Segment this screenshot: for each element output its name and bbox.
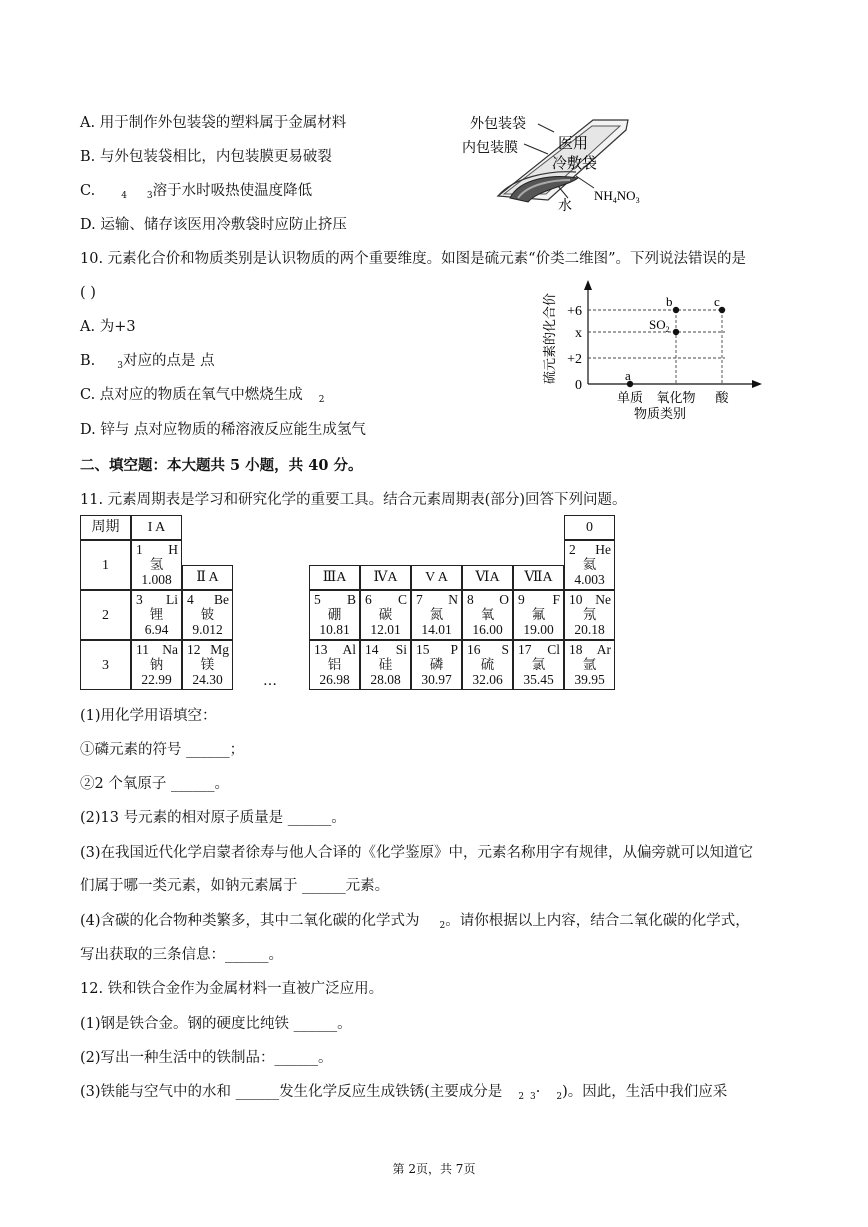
- element-He: 2 He 氦 4.003: [564, 540, 615, 590]
- x-tick-label: 单质: [616, 391, 644, 406]
- q9-option-d: D. 运输、储存该医用冷敷袋时应防止挤压: [80, 217, 347, 233]
- element-Mg: 12 Mg 镁 24.30: [182, 640, 233, 690]
- y-tick-label: +6: [567, 304, 582, 319]
- label-outer-bag: 外包装袋: [470, 116, 526, 132]
- header-5a: V A: [411, 565, 462, 590]
- point-label-c: c: [714, 294, 720, 309]
- q11-p4a: (4)含碳的化合物种类繁多，其中二氧化碳的化学式为 $_2$。请你根据以上内容，结合二氧化碳的化学式，: [80, 913, 750, 931]
- q11-p3a: (3)在我国近代化学启蒙者徐寿与他人合译的《化学鉴原》中，元素名称用字有规律，从偏旁就可以知道它: [80, 845, 754, 861]
- q11-p3b: 们属于哪一类元素，如钠元素属于 ______元素。: [80, 878, 390, 894]
- point-label-a: a: [625, 368, 631, 383]
- q10-option-b: B. $_3$对应的点是 点: [80, 353, 215, 371]
- header-period: 周期: [80, 515, 131, 540]
- element-O: 8 O 氧 16.00: [462, 590, 513, 640]
- header-6a: ⅥA: [462, 565, 513, 590]
- header-2a: Ⅱ A: [182, 565, 233, 590]
- element-S: 16 S 硫 32.06: [462, 640, 513, 690]
- q9-option-a: A. 用于制作外包装袋的塑料属于金属材料: [80, 115, 347, 131]
- q10-stem: 10. 元素化合价和物质类别是认识物质的两个重要维度。如图是硫元素“价类二维图”。下列说法错误的是: [80, 251, 746, 267]
- element-H: 1 H 氢 1.008: [131, 540, 182, 590]
- cold-pack-figure: [458, 108, 658, 218]
- element-B: 5 B 硼 10.81: [309, 590, 360, 640]
- element-P: 15 P 磷 30.97: [411, 640, 462, 690]
- q10-paren: ( ): [80, 285, 96, 301]
- chart-xlabel: 物质类别: [634, 407, 687, 422]
- q10-option-c: C. 点对应的物质在氧气中燃烧生成 $_2$: [80, 387, 325, 405]
- point-b: [673, 307, 679, 313]
- y-axis-arrow: [584, 280, 592, 290]
- element-F: 9 F 氟 19.00: [513, 590, 564, 640]
- q11-p1: (1)用化学用语填空：: [80, 708, 217, 724]
- element-Be: 4 Be 铍 9.012: [182, 590, 233, 640]
- x-tick-label: 氧化物: [656, 391, 696, 406]
- q11-p4b: 写出获取的三条信息：______。: [80, 947, 283, 963]
- q9-option-b: B. 与外包装袋相比，内包装膜更易破裂: [80, 149, 332, 165]
- periodic-table: [80, 515, 620, 695]
- element-Ne: 10 Ne 氖 20.18: [564, 590, 615, 640]
- period-2: 2: [80, 590, 131, 640]
- element-C: 6 C 碳 12.01: [360, 590, 411, 640]
- q12-p2: (2)写出一种生活中的铁制品：______。: [80, 1050, 333, 1066]
- label-water: 水: [558, 198, 572, 214]
- point-SO2: [673, 329, 679, 335]
- q10-option-d: D. 锌与 点对应物质的稀溶液反应能生成氢气: [80, 422, 366, 438]
- element-Ar: 18 Ar 氩 39.95: [564, 640, 615, 690]
- label-nh4no3: $NH_4NO_3$: [594, 188, 640, 205]
- point-label-b: b: [666, 294, 673, 309]
- element-Li: 3 Li 锂 6.94: [131, 590, 182, 640]
- q12-p3: (3)铁能与空气中的水和 ______发生化学反应生成铁锈(主要成分是 $_2$ $_3$· $_2$)。因此，生活中我们应采: [80, 1084, 728, 1102]
- q10-option-a: A. 为+3: [80, 319, 136, 335]
- q11-p1a: ①磷元素的符号 ______；: [80, 742, 245, 758]
- q11-stem: 11. 元素周期表是学习和研究化学的重要工具。结合元素周期表(部分)回答下列问题。: [80, 492, 627, 508]
- chart-ylabel: 硫元素的化合价: [543, 292, 558, 384]
- label-bag-2: 冷敷袋: [552, 154, 598, 172]
- y-tick-label: x: [575, 326, 582, 341]
- element-Na: 11 Na 钠 22.99: [131, 640, 182, 690]
- element-Al: 13 Al 铝 26.98: [309, 640, 360, 690]
- label-bag-1: 医用: [558, 134, 589, 152]
- header-3a: ⅢA: [309, 565, 360, 590]
- x-tick-label: 酸: [715, 391, 729, 406]
- element-Cl: 17 Cl 氯 35.45: [513, 640, 564, 690]
- section-2-heading: 二、填空题：本大题共 5 小题，共 40 分。: [80, 457, 363, 474]
- q11-p1b: ②2 个氧原子 ______。: [80, 776, 229, 792]
- q12-stem: 12. 铁和铁合金作为金属材料一直被广泛应用。: [80, 981, 384, 997]
- period-3: 3: [80, 640, 131, 690]
- q9-option-c: C. $_4$ $_3$溶于水时吸热使温度降低: [80, 183, 313, 201]
- header-1a: I A: [131, 515, 182, 540]
- header-4a: ⅣA: [360, 565, 411, 590]
- period-1: 1: [80, 540, 131, 590]
- header-0: 0: [564, 515, 615, 540]
- page-footer: 第 2页，共 7页: [392, 1162, 476, 1176]
- table-ellipsis: …: [263, 673, 277, 689]
- label-inner-film: 内包装膜: [462, 140, 518, 156]
- x-axis-arrow: [752, 380, 762, 388]
- so2-label: $SO_2$: [649, 317, 670, 334]
- q12-p1: (1)钢是铁合金。钢的硬度比纯铁 ______。: [80, 1016, 352, 1032]
- element-Si: 14 Si 硅 28.08: [360, 640, 411, 690]
- header-7a: ⅦA: [513, 565, 564, 590]
- q11-p2: (2)13 号元素的相对原子质量是 ______。: [80, 810, 346, 826]
- y-tick-label: +2: [567, 352, 582, 367]
- y-tick-label: 0: [575, 378, 582, 393]
- element-N: 7 N 氮 14.01: [411, 590, 462, 640]
- sulfur-valence-chart: [538, 274, 768, 424]
